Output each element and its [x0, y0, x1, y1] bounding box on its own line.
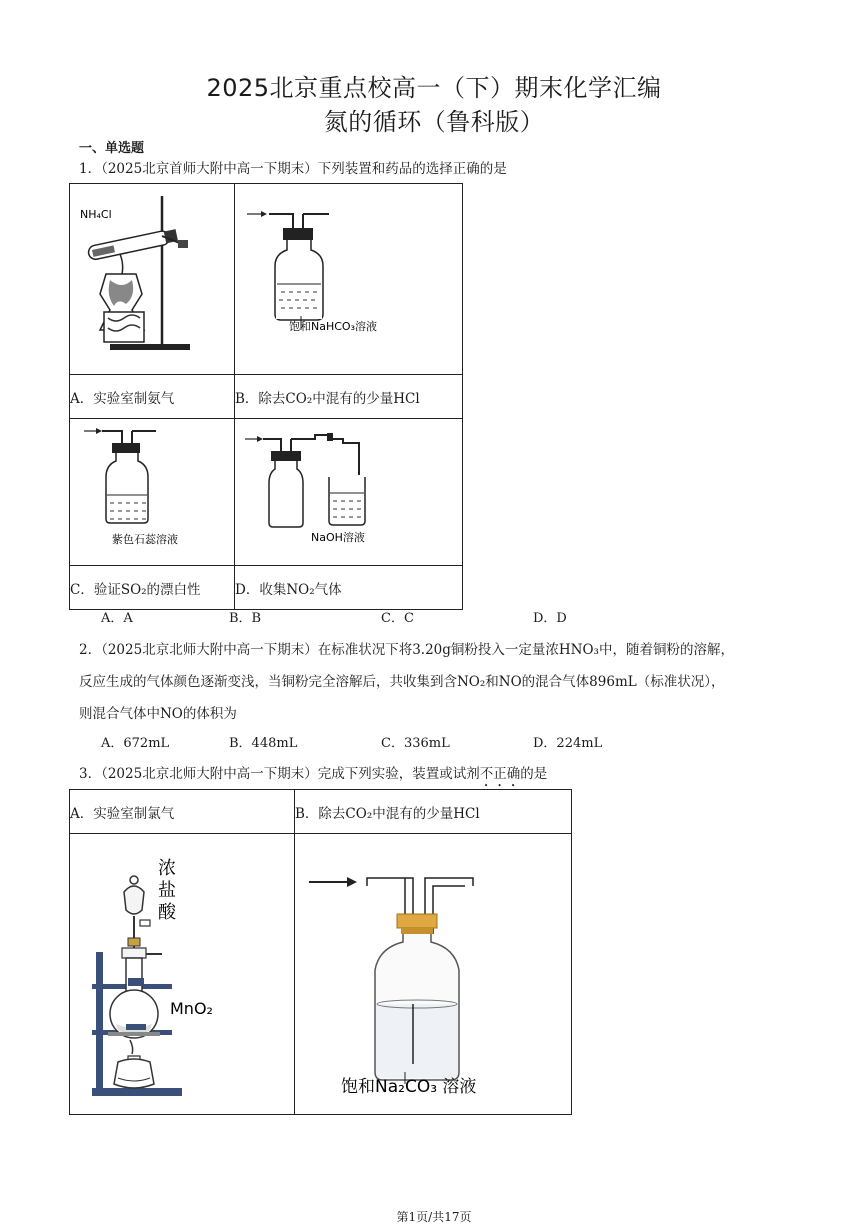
q1-option-a: A．A	[101, 611, 133, 626]
question-2-line2: 反应生成的气体颜色逐渐变浅，当铜粉完全溶解后，共收集到含NO₂和NO的混合气体896mL（标准状况），	[79, 674, 725, 690]
section-heading: 一、单选题	[79, 141, 145, 156]
question-1-table	[69, 183, 463, 610]
figure-d-cell	[235, 419, 463, 566]
q1-option-d: D．D	[533, 611, 567, 626]
q3-caption-b: B．除去CO₂中混有的少量HCl	[295, 790, 572, 834]
label-concentrated: 浓	[158, 858, 176, 879]
question-3-stem-pre: 3．（2025北京北师大附中高一下期末）完成下列实验，装置或试剂	[79, 766, 480, 782]
q3-caption-a: A．实验室制氯气	[70, 790, 295, 834]
q2-option-b: B．448mL	[229, 736, 298, 751]
label-naoh-solution: NaOH溶液	[311, 531, 365, 544]
q1-option-c: C．C	[381, 611, 414, 626]
caption-c: C．验证SO₂的漂白性	[70, 566, 235, 610]
question-1-stem: 1．（2025北京首师大附中高一下期末）下列装置和药品的选择正确的是	[79, 161, 507, 177]
figure-b-cell	[235, 184, 463, 375]
question-3-emphasis: 不正确	[479, 766, 521, 782]
label-acid: 酸	[158, 902, 176, 923]
question-3-table	[69, 789, 572, 1115]
page-number: 第1页/共17页	[396, 1210, 472, 1224]
q3-figure-a-cell	[70, 834, 295, 1115]
caption-a: A．实验室制氨气	[70, 375, 235, 419]
na2co3-washing-bottle	[295, 834, 571, 1110]
question-2-line3: 则混合气体中NO的体积为	[79, 706, 237, 722]
litmus-bottle-c	[70, 419, 234, 561]
gas-washing-bottle-b	[235, 184, 462, 370]
question-2-line1: 2．（2025北京北师大附中高一下期末）在标准状况下将3.20g铜粉投入一定量浓HNO₃中，随着铜粉的溶解，	[79, 642, 734, 658]
question-3-stem	[79, 762, 547, 790]
question-3-stem-post: 的是	[520, 766, 548, 782]
label-litmus-solution: 紫色石蕊溶液	[112, 533, 178, 546]
label-mno2: MnO₂	[170, 999, 213, 1018]
caption-b: B．除去CO₂中混有的少量HCl	[235, 375, 463, 419]
caption-d: D．收集NO₂气体	[235, 566, 463, 610]
document-title-line1: 2025北京重点校高一（下）期末化学汇编	[206, 74, 662, 102]
no2-collection-apparatus-d	[235, 419, 462, 561]
figure-c-cell	[70, 419, 235, 566]
label-na2co3-solution: 饱和Na₂CO₃ 溶液	[341, 1077, 477, 1097]
label-nh4cl: NH₄Cl	[80, 208, 112, 221]
q2-option-d: D．224mL	[533, 736, 603, 751]
label-hydrochloric: 盐	[158, 880, 176, 901]
q2-option-c: C．336mL	[381, 736, 450, 751]
label-nahco3-solution: 饱和NaHCO₃溶液	[289, 320, 377, 333]
q1-option-b: B．B	[229, 611, 262, 626]
q2-option-a: A．672mL	[101, 736, 170, 751]
q3-figure-b-cell	[295, 834, 572, 1115]
figure-a-cell	[70, 184, 235, 375]
ammonia-generation-apparatus	[70, 184, 234, 370]
document-title-line2: 氮的循环（鲁科版）	[323, 108, 545, 136]
chlorine-generation-apparatus	[70, 834, 294, 1110]
